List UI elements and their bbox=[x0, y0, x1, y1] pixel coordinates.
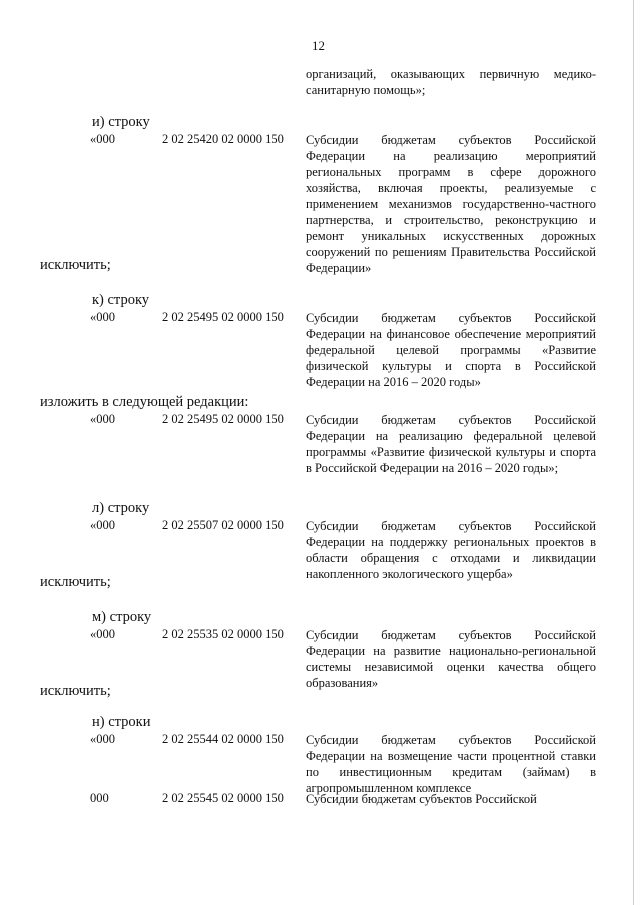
section-heading: н) строки bbox=[92, 714, 151, 730]
row-prefix: 000 bbox=[90, 791, 109, 805]
row-description: Субсидии бюджетам субъектов Российской bbox=[306, 792, 537, 806]
row-description: Субсидии бюджетам субъектов Российской Федерации на реализацию мероприятий региональных программ в сфере дорожного хозяйства, включая проекты, реализуемые с применением механизмов государственно-частного партнерства, и строительство, реконструкцию и ремонт уникальных искусственных дорожных сооружений по решениям Правительства Российской Федерации» bbox=[306, 133, 596, 275]
row-description: Субсидии бюджетам субъектов Российской Федерации на реализацию федеральной целевой программы «Развитие физической культуры и спорта в Российской Федерации на 2016 – 2020 годы»; bbox=[306, 413, 596, 475]
section-action: исключить; bbox=[40, 683, 111, 699]
row-description: Субсидии бюджетам субъектов Российской Федерации на поддержку региональных проектов в области обращения с отходами и ликвидации накопленного экологического ущерба» bbox=[306, 519, 596, 581]
row-prefix: «000 bbox=[90, 627, 115, 641]
section-heading: м) строку bbox=[92, 609, 152, 625]
section-action: исключить; bbox=[40, 257, 111, 273]
budget-code: 2 02 25495 02 0000 150 bbox=[162, 310, 284, 324]
row-description: Субсидии бюджетам субъектов Российской Федерации на развитие национально-региональной системы независимой оценки качества общего образования» bbox=[306, 628, 596, 690]
row-description: Субсидии бюджетам субъектов Российской Федерации на возмещение части процентной ставки по инвестиционным кредитам (займам) в агропромышленном комплексе bbox=[306, 733, 596, 795]
budget-code: 2 02 25535 02 0000 150 bbox=[162, 627, 284, 641]
row-prefix: «000 bbox=[90, 412, 115, 426]
budget-code: 2 02 25495 02 0000 150 bbox=[162, 412, 284, 426]
budget-code: 2 02 25420 02 0000 150 bbox=[162, 132, 284, 146]
budget-code: 2 02 25545 02 0000 150 bbox=[162, 791, 284, 805]
section-action: исключить; bbox=[40, 574, 111, 590]
row-prefix: «000 bbox=[90, 310, 115, 324]
section-action: изложить в следующей редакции: bbox=[40, 394, 249, 410]
continuation-text: организаций, оказывающих первичную медико-санитарную помощь»; bbox=[306, 67, 596, 97]
section-heading: к) строку bbox=[92, 292, 150, 308]
row-prefix: «000 bbox=[90, 732, 115, 746]
page-number: 12 bbox=[312, 38, 325, 53]
row-prefix: «000 bbox=[90, 132, 115, 146]
budget-code: 2 02 25544 02 0000 150 bbox=[162, 732, 284, 746]
section-heading: л) строку bbox=[92, 500, 150, 516]
row-prefix: «000 bbox=[90, 518, 115, 532]
row-description: Субсидии бюджетам субъектов Российской Федерации на финансовое обеспечение мероприятий федеральной целевой программы «Развитие физической культуры и спорта в Российской Федерации на 2016 – 2020 годы» bbox=[306, 311, 596, 389]
scan-edge-line bbox=[633, 0, 634, 905]
budget-code: 2 02 25507 02 0000 150 bbox=[162, 518, 284, 532]
section-heading: и) строку bbox=[92, 114, 150, 130]
